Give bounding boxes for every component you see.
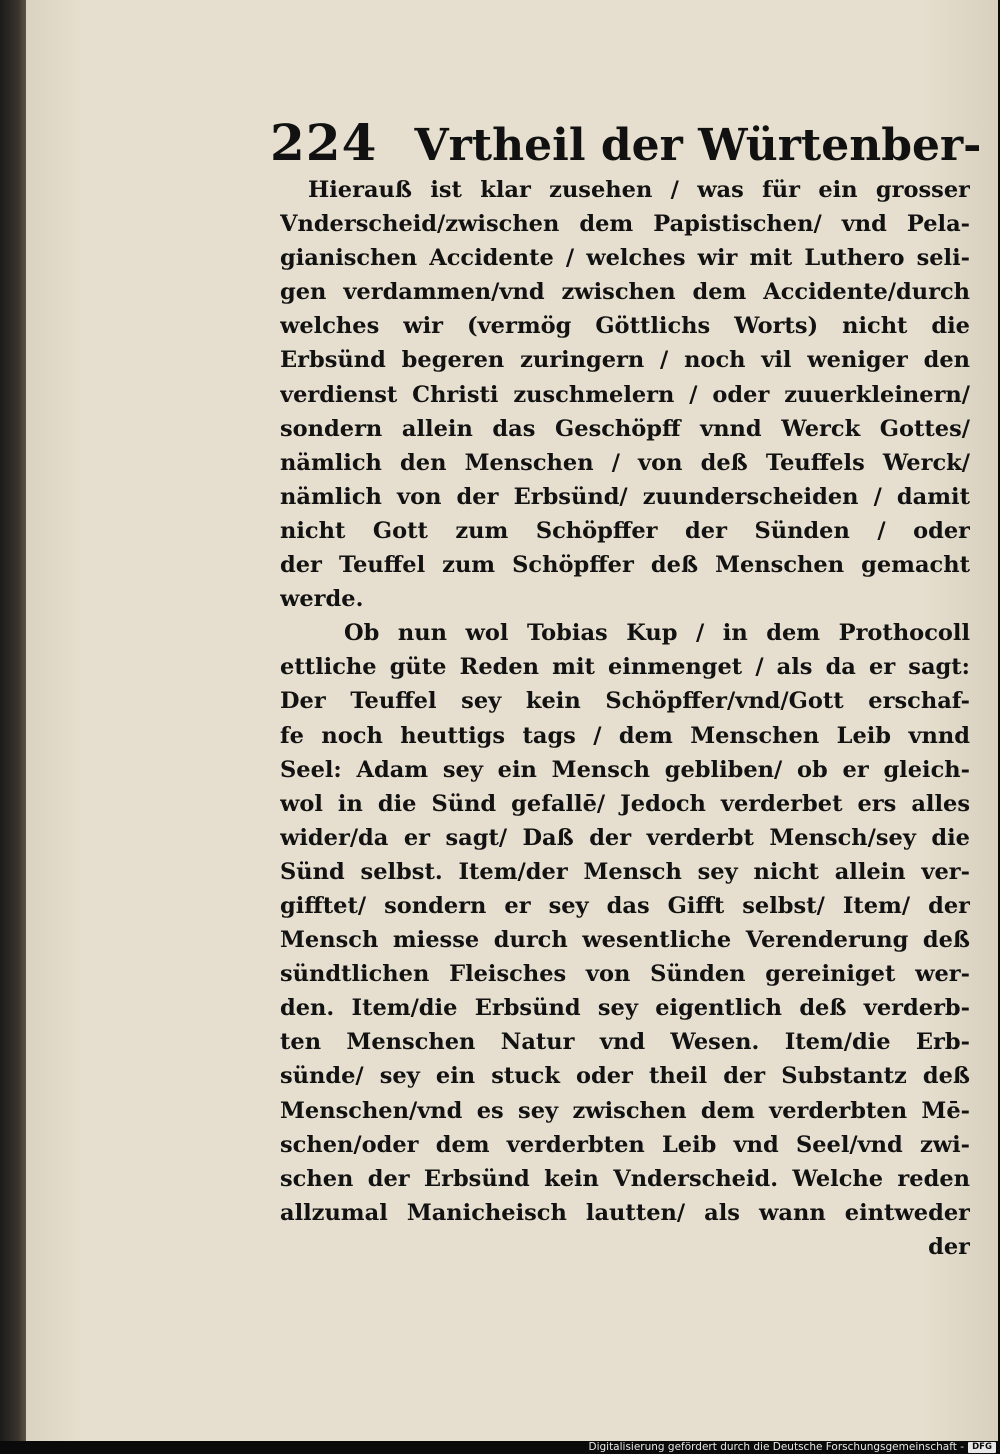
text-line: welches wir (vermög Göttlichs Worts) nicht die — [280, 313, 970, 340]
text-line: gifftet/ sondern er sey das Gifft selbst/ Item/ der — [280, 892, 970, 919]
text-line: schen/oder dem verderbten Leib vnd Seel/vnd zwi- — [280, 1131, 970, 1158]
text-line: allzumal Manicheisch lautten/ als wann eintweder — [280, 1199, 970, 1226]
text-line: Mensch miesse durch wesentliche Verenderung deß — [280, 927, 970, 954]
text-line: gianischen Accidente / welches wir mit Luthero seli- — [280, 245, 970, 272]
text-line: fe noch heuttigs tags / dem Menschen Leib vnnd — [280, 722, 970, 749]
digitization-credit: Digitalisierung gefördert durch die Deutsche Forschungsgemeinschaft - — [588, 1441, 964, 1453]
text-line: verdienst Christi zuschmelern / oder zuuerkleinern/ — [280, 381, 970, 408]
text-line: Vnderscheid/zwischen dem Papistischen/ vnd Pela- — [280, 211, 970, 238]
text-line: Erbsünd begeren zuringern / noch vil weniger den — [280, 347, 970, 374]
running-head: Vrtheil der Würtenber- — [414, 120, 982, 171]
text-line: wider/da er sagt/ Daß der verderbt Mensch/sey die — [280, 824, 970, 851]
body-text — [280, 173, 970, 1264]
text-line: nicht Gott zum Schöpffer der Sünden / oder — [280, 517, 970, 544]
text-line: nämlich von der Erbsünd/ zuunderscheiden / damit — [280, 483, 970, 510]
text-line: der Teuffel zum Schöpffer deß Menschen gemacht — [280, 552, 970, 579]
text-line: wol in die Sünd gefallē/ Jedoch verderbet ers alles — [280, 790, 970, 817]
text-line: sündtlichen Fleisches von Sünden gereiniget wer- — [280, 961, 970, 988]
text-line: Hierauß ist klar zusehen / was für ein grosser — [308, 177, 970, 203]
text-line: werde. — [280, 586, 364, 613]
footer-bar — [0, 1441, 1000, 1454]
text-line: Menschen/vnd es sey zwischen dem verderbten Mē- — [280, 1097, 970, 1124]
page-number: 224 — [270, 113, 378, 172]
catchword: der — [928, 1233, 970, 1260]
text-line: nämlich den Menschen / von deß Teuffels Werck/ — [280, 449, 970, 476]
text-line: ettliche güte Reden mit einmenget / als da er sagt: — [280, 654, 970, 681]
text-line: gen verdammen/vnd zwischen dem Accidente/durch — [280, 279, 970, 306]
text-line: Ob nun wol Tobias Kup / in dem Prothocoll — [344, 620, 970, 647]
text-line: schen der Erbsünd kein Vnderscheid. Welche reden — [280, 1165, 970, 1192]
text-line: Seel: Adam sey ein Mensch gebliben/ ob er gleich- — [280, 756, 970, 783]
text-line: den. Item/die Erbsünd sey eigentlich deß verderb- — [280, 995, 970, 1022]
dfg-logo: DFG — [968, 1442, 996, 1453]
text-line: Sünd selbst. Item/der Mensch sey nicht allein ver- — [280, 858, 970, 885]
text-line: Der Teuffel sey kein Schöpffer/vnd/Gott erschaf- — [280, 688, 970, 715]
text-line: sünde/ sey ein stuck oder theil der Substantz deß — [280, 1063, 970, 1090]
text-line: ten Menschen Natur vnd Wesen. Item/die Erb- — [280, 1029, 970, 1056]
left-page-edge — [0, 0, 26, 1441]
text-line: sondern allein das Geschöpff vnnd Werck Gottes/ — [280, 415, 970, 442]
